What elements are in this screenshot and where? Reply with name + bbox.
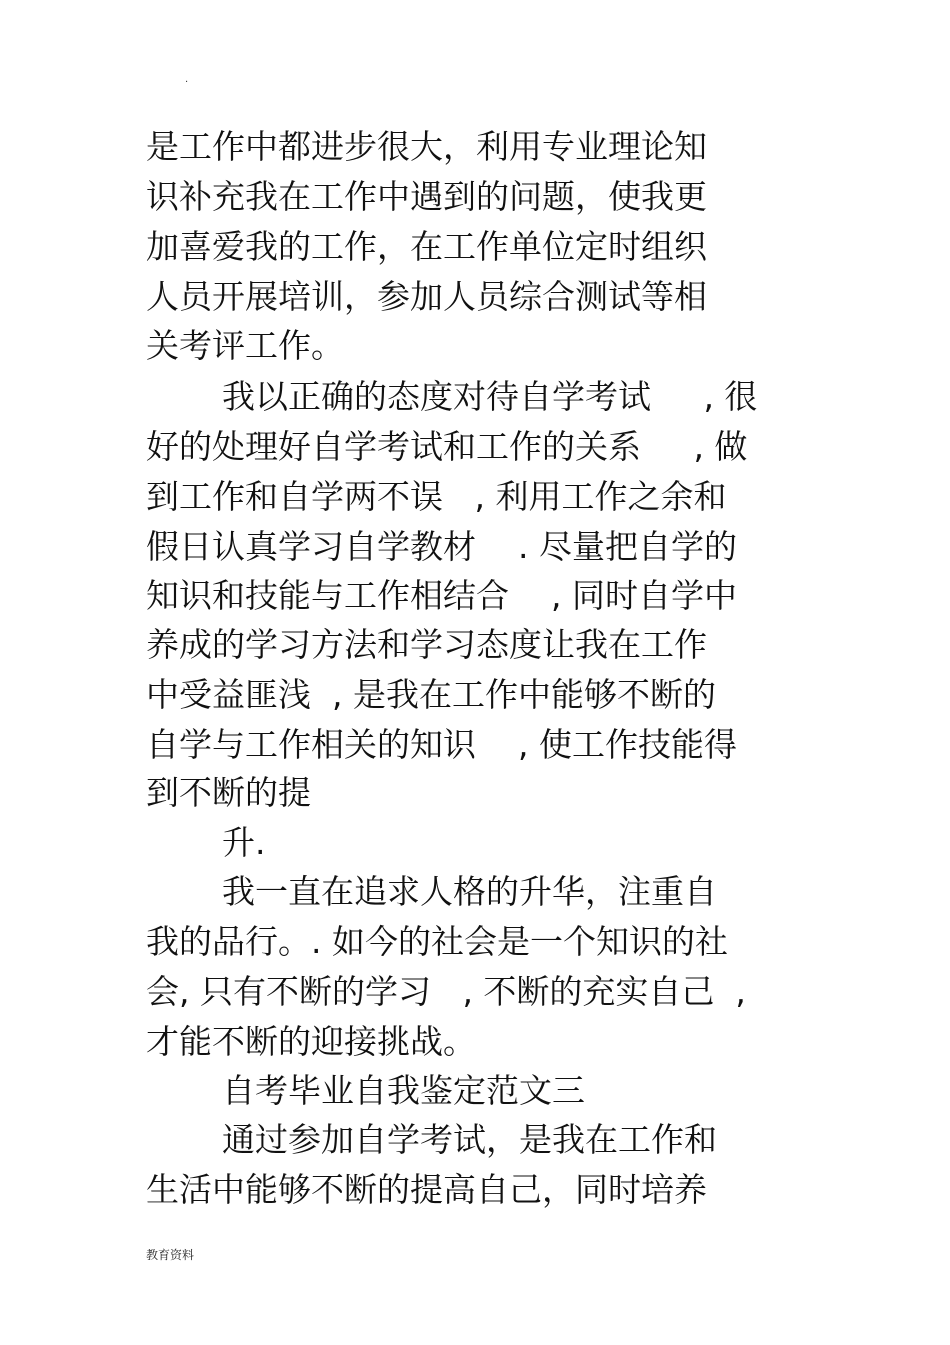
- paragraph-line: 是工作中都进步很大，利用专业理论知: [146, 127, 707, 166]
- page-top-mark: .: [185, 74, 189, 85]
- paragraph-line: 加喜爱我的工作，在工作单位定时组织: [146, 227, 707, 266]
- paragraph-line: 我一直在追求人格的升华，注重自: [222, 872, 717, 911]
- paragraph-line: 才能不断的迎接挑战。: [146, 1022, 476, 1061]
- paragraph-line: 自学与工作相关的知识 , 使工作技能得: [146, 725, 737, 764]
- page-footer: 教育资料: [146, 1248, 195, 1262]
- paragraph-line: 养成的学习方法和学习态度让我在工作: [146, 625, 707, 664]
- paragraph-line: 识补充我在工作中遇到的问题，使我更: [146, 177, 707, 216]
- paragraph-line: 好的处理好自学考试和工作的关系 , 做: [146, 427, 748, 466]
- paragraph-line: 通过参加自学考试，是我在工作和: [222, 1120, 717, 1159]
- paragraph-line: 假日认真学习自学教材 . 尽量把自学的: [146, 527, 737, 566]
- paragraph-line: 到工作和自学两不误 , 利用工作之余和: [146, 477, 727, 516]
- paragraph-line: 到不断的提: [146, 773, 311, 812]
- paragraph-line: 关考评工作。: [146, 326, 344, 365]
- section-heading: 自考毕业自我鉴定范文三: [222, 1071, 585, 1110]
- paragraph-line: 人员开展培训，参加人员综合测试等相: [146, 277, 707, 316]
- paragraph-line: 知识和技能与工作相结合 , 同时自学中: [146, 576, 737, 615]
- paragraph-line: 生活中能够不断的提高自己，同时培养: [146, 1170, 707, 1209]
- paragraph-line: 我的品行。. 如今的社会是一个知识的社: [146, 922, 728, 961]
- paragraph-line: 会, 只有不断的学习 , 不断的充实自己 ,: [146, 972, 746, 1011]
- paragraph-line: 升.: [222, 823, 266, 862]
- paragraph-line: 中受益匪浅 , 是我在工作中能够不断的: [146, 675, 716, 714]
- paragraph-line: 我以正确的态度对待自学考试 , 很: [222, 377, 758, 416]
